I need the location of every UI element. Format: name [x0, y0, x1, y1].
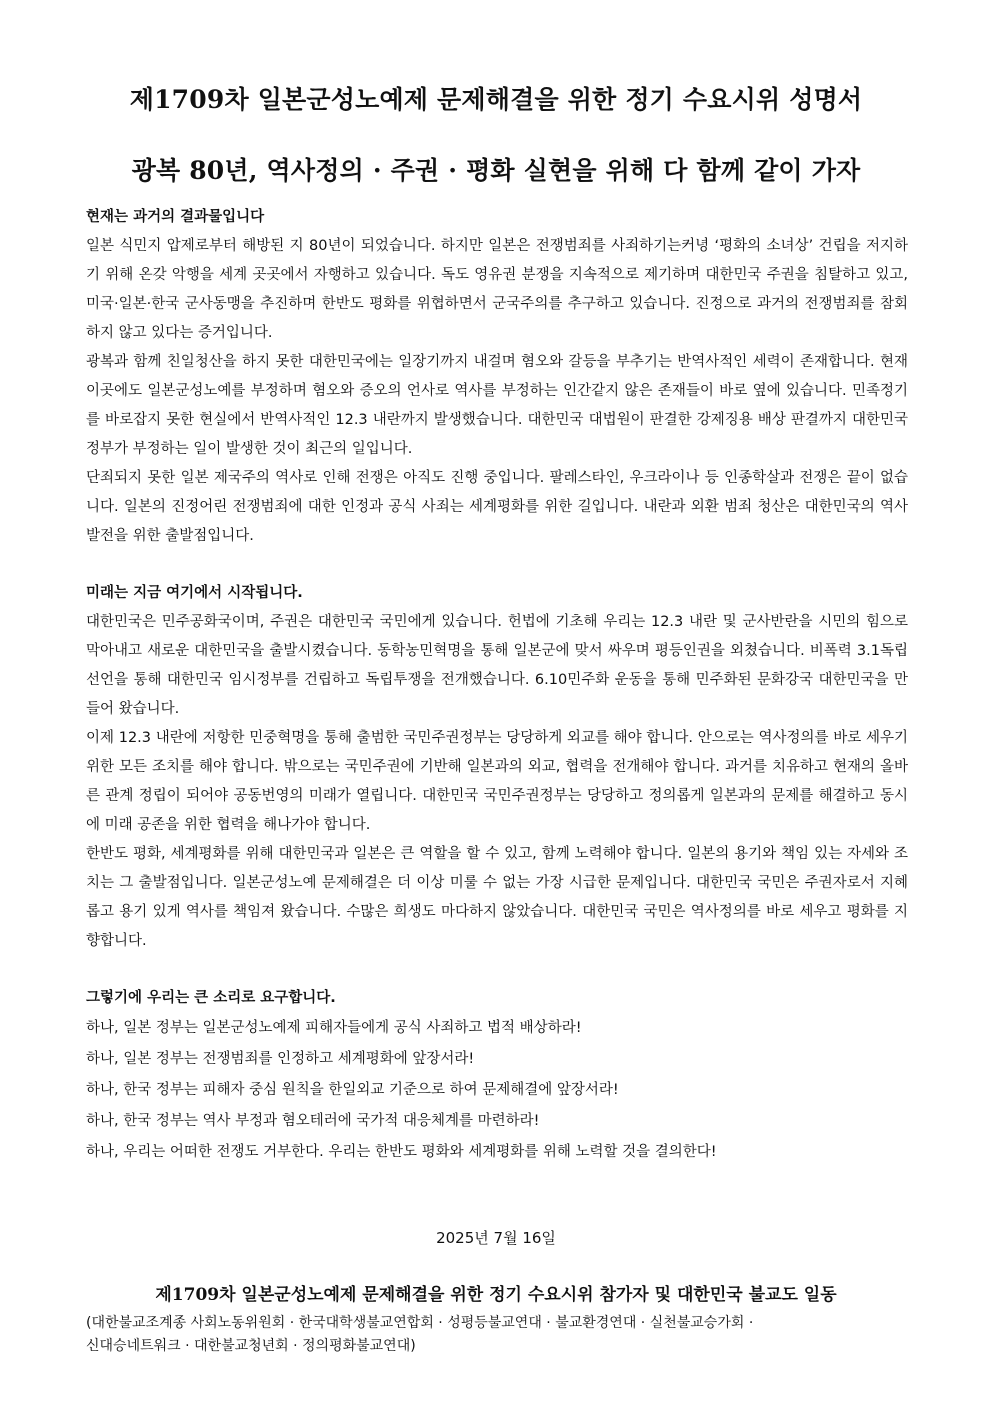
document-subtitle: 광복 80년, 역사정의 · 주권 · 평화 실현을 위해 다 함께 같이 가자: [131, 156, 861, 185]
document-title: 제1709차 일본군성노예제 문제해결을 위한 정기 수요시위 성명서: [129, 85, 863, 114]
paragraph: 광복과 함께 친일청산을 하지 못한 대한민국에는 일장기까지 내걸며 혐오와 갈등을 부추기는 반역사적인 세력이 존재합니다. 현재 이곳에도 일본군성노예를 부정하며 혐오와 증오의 언사로 역사를 부정하는 인간같지 않은 존재들이 바로 옆에 있습니다. 민족정기를 바로잡지 못한 현실에서 반역사적인 12.3 내란까지 발생했습니다. 대한민국 대법원이 판결한 강제징용 배상 판결까지 대한민국 정부가 부정하는 일이 발생한 것이 최근의 일입니다.: [86, 354, 908, 457]
paragraph: 이제 12.3 내란에 저항한 민중혁명을 통해 출범한 국민주권정부는 당당하게 외교를 해야 합니다. 안으로는 역사정의를 바로 세우기 위한 모든 조치를 해야 합니다. 밖으로는 국민주권에 기반해 일본과의 외교, 협력을 전개해야 합니다. 과거를 치유하고 현재의 올바른 관계 정립이 되어야 공동번영의 미래가 열립니다. 대한민국 국민주권정부는 당당하고 정의롭게 일본과의 문제를 해결하고 동시에 미래 공존을 위한 협력을 해나가야 합니다.: [86, 730, 908, 833]
organization-list: [86, 1312, 908, 1358]
section-heading: 그렇기에 우리는 큰 소리로 요구합니다.: [86, 990, 336, 1006]
section-heading: 미래는 지금 여기에서 시작됩니다.: [86, 585, 303, 601]
signatory: 제1709차 일본군성노예제 문제해결을 위한 정기 수요시위 참가자 및 대한민국 불교도 일동: [155, 1285, 837, 1305]
section-present: [86, 203, 908, 551]
demand-item: 하나, 한국 정부는 역사 부정과 혐오테러에 국가적 대응체계를 마련하라!: [86, 1113, 540, 1129]
section-spacer: [86, 551, 908, 579]
section-spacer: [86, 956, 908, 984]
demand-item: 하나, 일본 정부는 전쟁범죄를 인정하고 세계평화에 앞장서라!: [86, 1051, 475, 1067]
organization-line: (대한불교조계종 사회노동위원회 · 한국대학생불교연합회 · 성평등불교연대 · 불교환경연대 · 실천불교승가회 ·: [86, 1315, 754, 1331]
statement-date: 2025년 7월 16일: [436, 1229, 556, 1247]
section-future: [86, 579, 908, 956]
statement-body: [86, 203, 908, 1168]
paragraph: 단죄되지 못한 일본 제국주의 역사로 인해 전쟁은 아직도 진행 중입니다. 팔레스타인, 우크라이나 등 인종학살과 전쟁은 끝이 없습니다. 일본의 진정어린 전쟁범죄에 대한 인정과 공식 사죄는 세계평화를 위한 길입니다. 내란과 외환 범죄 청산은 대한민국의 역사 발전을 위한 출발점입니다.: [86, 470, 908, 544]
demand-item: 하나, 일본 정부는 일본군성노예제 피해자들에게 공식 사죄하고 법적 배상하라!: [86, 1020, 582, 1036]
section-demands: [86, 984, 908, 1168]
demand-item: 하나, 우리는 어떠한 전쟁도 거부한다. 우리는 한반도 평화와 세계평화를 위해 노력할 것을 결의한다!: [86, 1144, 717, 1160]
section-heading: 현재는 과거의 결과물입니다: [86, 209, 265, 225]
demand-item: 하나, 한국 정부는 피해자 중심 원칙을 한일외교 기준으로 하여 문제해결에 앞장서라!: [86, 1082, 619, 1098]
paragraph: 한반도 평화, 세계평화를 위해 대한민국과 일본은 큰 역할을 할 수 있고, 함께 노력해야 합니다. 일본의 용기와 책임 있는 자세와 조치는 그 출발점입니다. 일본군성노예 문제해결은 더 이상 미룰 수 없는 가장 시급한 문제입니다. 대한민국 국민은 주권자로서 지혜롭고 용기 있게 역사를 책임져 왔습니다. 수많은 희생도 마다하지 않았습니다. 대한민국 국민은 역사정의를 바로 세우고 평화를 지향합니다.: [86, 846, 908, 949]
organization-line: 신대승네트워크 · 대한불교청년회 · 정의평화불교연대): [86, 1338, 416, 1354]
paragraph: 대한민국은 민주공화국이며, 주권은 대한민국 국민에게 있습니다. 헌법에 기초해 우리는 12.3 내란 및 군사반란을 시민의 힘으로 막아내고 새로운 대한민국을 출발시켰습니다. 동학농민혁명을 통해 일본군에 맞서 싸우며 평등인권을 외쳤습니다. 비폭력 3.1독립선언을 통해 대한민국 임시정부를 건립하고 독립투쟁을 전개했습니다. 6.10민주화 운동을 통해 민주화된 문화강국 대한민국을 만들어 왔습니다.: [86, 614, 908, 717]
paragraph: 일본 식민지 압제로부터 해방된 지 80년이 되었습니다. 하지만 일본은 전쟁범죄를 사죄하기는커녕 ‘평화의 소녀상’ 건립을 저지하기 위해 온갖 악행을 세계 곳곳에서 자행하고 있습니다. 독도 영유권 분쟁을 지속적으로 제기하며 대한민국 주권을 침탈하고 있고, 미국·일본·한국 군사동맹을 추진하며 한반도 평화를 위협하면서 군국주의를 추구하고 있습니다. 진정으로 과거의 전쟁범죄를 참회하지 않고 있다는 증거입니다.: [86, 238, 908, 341]
